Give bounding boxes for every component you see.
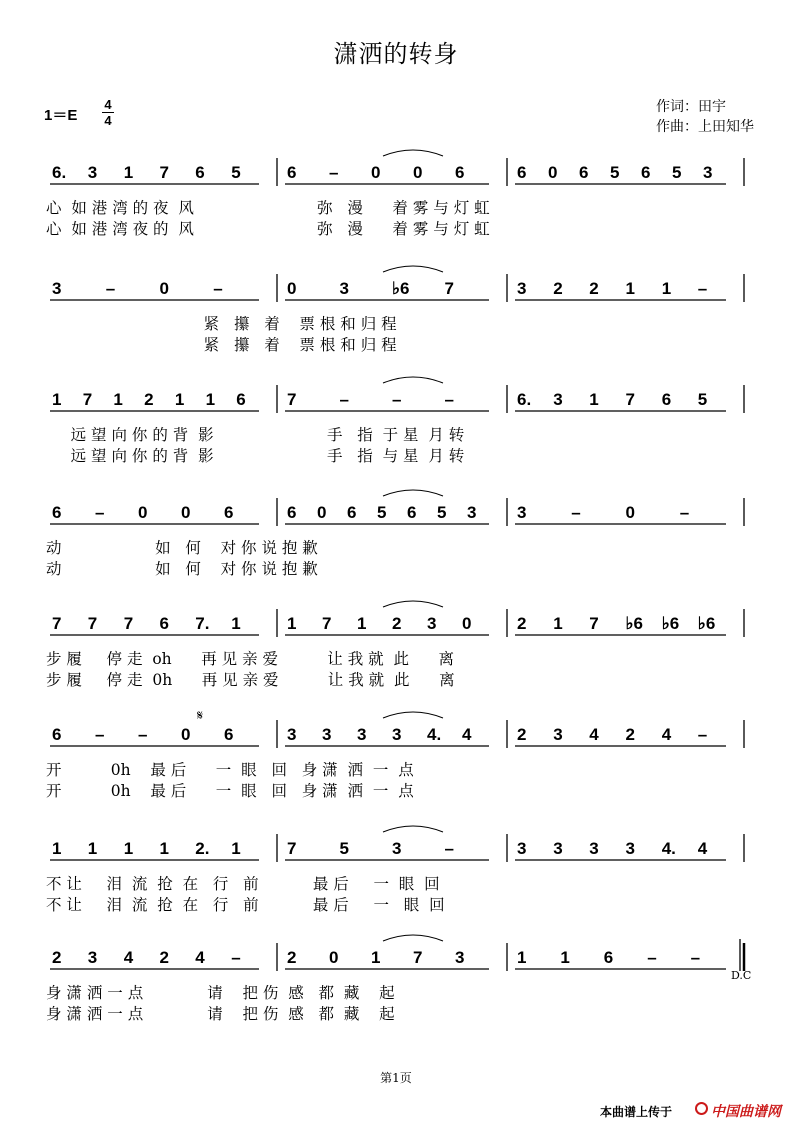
note: – (647, 948, 657, 967)
note: 3 (339, 279, 349, 298)
note: 4 (123, 948, 134, 967)
note: 6. (517, 390, 532, 409)
tie-arc (383, 601, 443, 607)
notation-line (0, 826, 792, 870)
note: 3 (517, 503, 527, 522)
lyric-line-1: 开 0h 最 后 一 眼 回 身 潇 洒 一 点 (46, 761, 414, 779)
lyric-line-2: 心 如 港 湾 夜 的 风 弥 漫 着 雾 与 灯 虹 (46, 220, 490, 238)
lyric-line-2: 紧 攥 着 票 根 和 归 程 (46, 336, 397, 354)
time-signature (102, 98, 114, 127)
note: 1 (87, 839, 98, 858)
song-title: 潇洒的转身 (333, 40, 459, 68)
notation-line (0, 266, 792, 310)
note: 6 (195, 163, 205, 182)
note: 1 (625, 279, 635, 298)
note: – (95, 725, 105, 744)
note: 2 (287, 948, 297, 967)
note: 1 (560, 948, 570, 967)
note: – (231, 948, 241, 967)
lyric-line-1: 远 望 向 你 的 背 影 手 指 于 星 月 转 (46, 426, 465, 444)
lyric-line-1: 紧 攥 着 票 根 和 归 程 (46, 315, 397, 333)
note: 7 (625, 390, 635, 409)
lyric-line-1: 动 如 何 对 你 说 抱 歉 (46, 539, 318, 557)
score-system (0, 150, 792, 260)
lyric-line-2: 不 让 泪 流 抢 在 行 前 最 后 一 眼 回 (46, 896, 445, 914)
note: 1 (589, 390, 599, 409)
note: – (329, 163, 339, 182)
note: 0 (181, 503, 191, 522)
note: 3 (553, 390, 563, 409)
note: 0 (138, 503, 148, 522)
note: – (697, 279, 708, 298)
note: 5 (231, 163, 241, 182)
note: 1 (174, 390, 185, 409)
note: 5 (437, 503, 447, 522)
note: – (697, 725, 708, 744)
note: 2. (195, 839, 210, 858)
note: 6 (224, 725, 234, 744)
note: ♭6 (661, 614, 680, 633)
lyric-line-2: 动 如 何 对 你 说 抱 歉 (46, 560, 318, 578)
note: 6 (52, 725, 62, 744)
note: 2 (589, 279, 599, 298)
note: 2 (517, 725, 527, 744)
note: 6 (579, 163, 589, 182)
note: 2 (517, 614, 527, 633)
note: 0 (181, 725, 191, 744)
note: 5 (377, 503, 387, 522)
lyric-line-1: 身 潇 洒 一 点 请 把 伤 感 都 藏 起 (46, 984, 395, 1002)
note: 7 (322, 614, 332, 633)
lyric-line-2: 开 0h 最 后 一 眼 回 身 潇 洒 一 点 (46, 782, 414, 800)
tie-arc (383, 826, 443, 832)
note: 6 (407, 503, 417, 522)
note: 7 (82, 390, 93, 409)
note: 7 (52, 614, 62, 633)
note: – (679, 503, 690, 522)
tie-arc (383, 266, 443, 272)
note: 3 (87, 948, 98, 967)
tie-arc (383, 150, 443, 156)
lyricist-credit: 作词：田宇 (656, 99, 726, 115)
score-system (0, 601, 792, 711)
note: 1 (159, 839, 169, 858)
note: 1 (661, 279, 672, 298)
note: 1 (231, 839, 241, 858)
note: 1 (52, 390, 62, 409)
note: 3 (392, 839, 402, 858)
time-signature-bottom: 4 (104, 113, 112, 128)
note: 6 (224, 503, 234, 522)
note: 7 (589, 614, 599, 633)
note: 0 (625, 503, 635, 522)
note: – (105, 279, 116, 298)
score-system (0, 826, 792, 936)
note: 7 (287, 839, 297, 858)
tie-arc (383, 712, 443, 718)
note: 1 (123, 839, 134, 858)
note: 6 (455, 163, 465, 182)
note: 5 (697, 390, 708, 409)
note: 5 (610, 163, 620, 182)
tie-arc (383, 935, 443, 941)
note: 6 (641, 163, 651, 182)
note: 4 (195, 948, 205, 967)
note: 6 (236, 390, 246, 409)
score-system (0, 935, 792, 1045)
lyric-line-1: 步 履 停 走 oh 再 见 亲 爱 让 我 就 此 离 (46, 650, 455, 668)
tie-arc (383, 490, 443, 496)
footer-upload-text: 本曲谱上传于 (600, 1105, 673, 1119)
lyric-line-2: 身 潇 洒 一 点 请 把 伤 感 都 藏 起 (46, 1005, 395, 1023)
note: – (213, 279, 223, 298)
notation-line (0, 601, 792, 645)
note: ♭6 (392, 279, 410, 298)
note: 2 (144, 390, 154, 409)
note: 3 (87, 163, 98, 182)
note: 1 (52, 839, 62, 858)
dc-mark: D.C (731, 969, 752, 982)
note: 1 (123, 163, 134, 182)
note: 0 (371, 163, 381, 182)
note: 6 (347, 503, 357, 522)
note: 3 (553, 725, 563, 744)
composer-credit: 作曲：上田知华 (656, 119, 754, 135)
note: 0 (462, 614, 472, 633)
note: 7 (444, 279, 454, 298)
note: 3 (287, 725, 297, 744)
note: – (138, 725, 148, 744)
site-logo (693, 1099, 785, 1119)
note: 3 (517, 839, 527, 858)
score-system (0, 490, 792, 600)
note: 1 (357, 614, 367, 633)
note: 6 (287, 163, 297, 182)
note: – (444, 839, 454, 858)
note: 7. (195, 614, 210, 633)
note: 4 (661, 725, 672, 744)
score-system (0, 707, 792, 822)
note: 4 (462, 725, 472, 744)
lyric-line-1: 不 让 泪 流 抢 在 行 前 最 后 一 眼 回 (46, 875, 440, 893)
note: 7 (123, 614, 134, 633)
score-system (0, 377, 792, 487)
notation-line (0, 150, 792, 194)
note: 0 (413, 163, 423, 182)
note: 2 (625, 725, 635, 744)
note: 6 (661, 390, 672, 409)
note: 3 (517, 279, 527, 298)
segno-icon: 𝄋 (197, 707, 204, 723)
note: 3 (455, 948, 465, 967)
note: 6 (159, 614, 169, 633)
note: 1 (371, 948, 381, 967)
note: 6 (603, 948, 614, 967)
note: 6. (52, 163, 67, 182)
note: – (392, 390, 402, 409)
note: – (339, 390, 349, 409)
note: ♭6 (697, 614, 716, 633)
lyric-line-2: 远 望 向 你 的 背 影 手 指 与 星 月 转 (46, 447, 465, 465)
note: 4 (697, 839, 708, 858)
note: 1 (205, 390, 216, 409)
key-signature: 1＝E (44, 107, 78, 124)
note: 0 (548, 163, 558, 182)
note: 7 (159, 163, 169, 182)
note: – (690, 948, 701, 967)
note: 3 (625, 839, 635, 858)
note: 4 (589, 725, 599, 744)
note: 2 (392, 614, 402, 633)
note: 3 (467, 503, 477, 522)
notation-line (0, 377, 792, 421)
note: 5 (672, 163, 682, 182)
note: 7 (87, 614, 98, 633)
note: 6 (517, 163, 527, 182)
note: 1 (113, 390, 123, 409)
note: 2 (52, 948, 62, 967)
note: 0 (317, 503, 327, 522)
note: 2 (553, 279, 563, 298)
note: 6 (52, 503, 62, 522)
logo-mark-icon (695, 1102, 708, 1115)
note: 3 (427, 614, 437, 633)
page-number: 第1页 (380, 1071, 412, 1085)
time-signature-top: 4 (104, 97, 112, 112)
lyric-line-2: 步 履 停 走 0h 再 见 亲 爱 让 我 就 此 离 (46, 671, 455, 689)
note: – (444, 390, 454, 409)
note: 4. (661, 839, 676, 858)
score-system (0, 266, 792, 376)
logo-text: 中国曲谱网 (711, 1103, 781, 1119)
note: 1 (553, 614, 563, 633)
note: 0 (159, 279, 169, 298)
note: 1 (231, 614, 241, 633)
note: 6 (287, 503, 297, 522)
note: 3 (553, 839, 563, 858)
note: 3 (392, 725, 402, 744)
note: 3 (322, 725, 332, 744)
notation-line (0, 935, 792, 979)
note: 0 (287, 279, 297, 298)
note: 1 (517, 948, 527, 967)
note: 3 (52, 279, 62, 298)
note: 3 (589, 839, 599, 858)
note: – (571, 503, 581, 522)
lyric-line-1: 心 如 港 湾 的 夜 风 弥 漫 着 雾 与 灯 虹 (46, 199, 490, 217)
notation-line (0, 707, 792, 756)
note: – (95, 503, 105, 522)
note: 2 (159, 948, 169, 967)
note: 7 (287, 390, 297, 409)
tie-arc (383, 377, 443, 383)
note: 4. (427, 725, 442, 744)
notation-line (0, 490, 792, 534)
note: 3 (357, 725, 367, 744)
note: 5 (339, 839, 349, 858)
note: 7 (413, 948, 423, 967)
note: 3 (703, 163, 713, 182)
note: ♭6 (625, 614, 643, 633)
note: 0 (329, 948, 339, 967)
note: 1 (287, 614, 297, 633)
